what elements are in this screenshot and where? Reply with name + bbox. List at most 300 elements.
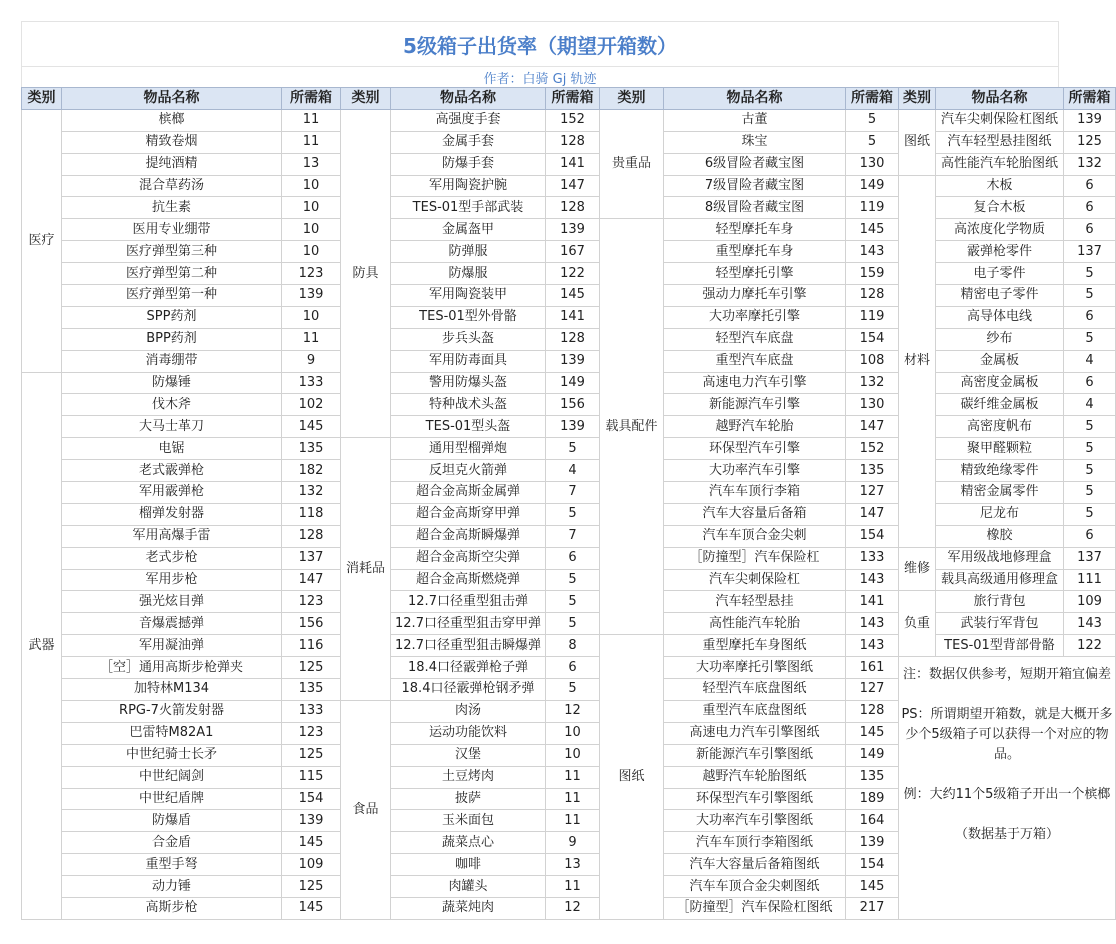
item-name-cell: 防爆服	[391, 263, 546, 285]
category-cell: 医疗	[22, 109, 62, 372]
boxes-required-cell: 5	[846, 131, 899, 153]
boxes-required-cell: 133	[282, 700, 341, 722]
item-name-cell: 高密度金属板	[936, 372, 1064, 394]
boxes-required-cell: 143	[846, 241, 899, 263]
item-name-cell: 警用防爆头盔	[391, 372, 546, 394]
item-name-cell: 12.7口径重型狙击瞬爆弹	[391, 635, 546, 657]
item-name-cell: 特种战术头盔	[391, 394, 546, 416]
item-name-cell: 轻型汽车底盘	[664, 328, 846, 350]
item-name-cell: 加特林M134	[62, 679, 282, 701]
boxes-required-cell: 123	[282, 263, 341, 285]
item-name-cell: ［防撞型］汽车保险杠图纸	[664, 897, 846, 919]
item-name-cell: 超合金高斯燃烧弹	[391, 569, 546, 591]
item-name-cell: 军用防毒面具	[391, 350, 546, 372]
boxes-required-cell: 145	[846, 876, 899, 898]
item-name-cell: 古董	[664, 109, 846, 131]
boxes-required-cell: 5	[546, 613, 600, 635]
category-cell: 载具配件	[600, 219, 664, 635]
boxes-required-cell: 147	[846, 503, 899, 525]
boxes-required-cell: 5	[1064, 482, 1116, 504]
boxes-required-cell: 11	[546, 876, 600, 898]
boxes-required-cell: 130	[846, 153, 899, 175]
boxes-required-cell: 161	[846, 657, 899, 679]
item-name-cell: 8级冒险者藏宝图	[664, 197, 846, 219]
drop-rate-table	[21, 87, 1116, 920]
boxes-required-cell: 128	[546, 328, 600, 350]
boxes-required-cell: 137	[1064, 241, 1116, 263]
column-header: 物品名称	[936, 88, 1064, 110]
table-row	[22, 109, 1116, 131]
boxes-required-cell: 123	[282, 591, 341, 613]
item-name-cell: 高导体电线	[936, 306, 1064, 328]
category-cell: 图纸	[600, 635, 664, 920]
boxes-required-cell: 128	[846, 700, 899, 722]
category-cell: 维修	[899, 547, 936, 591]
boxes-required-cell: 139	[846, 832, 899, 854]
item-name-cell: RPG-7火箭发射器	[62, 700, 282, 722]
item-name-cell: 医疗弹型第三种	[62, 241, 282, 263]
item-name-cell: 防爆锤	[62, 372, 282, 394]
boxes-required-cell: 6	[1064, 306, 1116, 328]
item-name-cell: 运动功能饮料	[391, 722, 546, 744]
category-cell: 防具	[341, 109, 391, 437]
item-name-cell: 重型手弩	[62, 854, 282, 876]
table-row	[22, 547, 1116, 569]
boxes-required-cell: 141	[546, 153, 600, 175]
boxes-required-cell: 118	[282, 503, 341, 525]
boxes-required-cell: 154	[846, 854, 899, 876]
item-name-cell: ［空］通用高斯步枪弹夹	[62, 657, 282, 679]
boxes-required-cell: 145	[546, 285, 600, 307]
item-name-cell: 伐木斧	[62, 394, 282, 416]
item-name-cell: 环保型汽车引擎图纸	[664, 788, 846, 810]
boxes-required-cell: 11	[282, 131, 341, 153]
boxes-required-cell: 6	[1064, 372, 1116, 394]
boxes-required-cell: 11	[282, 109, 341, 131]
table-row	[22, 525, 1116, 547]
boxes-required-cell: 11	[546, 788, 600, 810]
boxes-required-cell: 10	[546, 722, 600, 744]
boxes-required-cell: 122	[1064, 635, 1116, 657]
item-name-cell: 高速电力汽车引擎图纸	[664, 722, 846, 744]
item-name-cell: 轻型摩托引擎	[664, 263, 846, 285]
item-name-cell: 超合金高斯金属弹	[391, 482, 546, 504]
table-row	[22, 635, 1116, 657]
item-name-cell: 防弹服	[391, 241, 546, 263]
boxes-required-cell: 217	[846, 897, 899, 919]
column-header: 所需箱	[546, 88, 600, 110]
item-name-cell: 军用霰弹枪	[62, 482, 282, 504]
item-name-cell: 重型摩托车身图纸	[664, 635, 846, 657]
boxes-required-cell: 125	[1064, 131, 1116, 153]
column-header: 所需箱	[846, 88, 899, 110]
item-name-cell: 高速电力汽车引擎	[664, 372, 846, 394]
item-name-cell: 旅行背包	[936, 591, 1064, 613]
item-name-cell: 18.4口径霰弹枪钢矛弹	[391, 679, 546, 701]
item-name-cell: 强光炫目弹	[62, 591, 282, 613]
boxes-required-cell: 149	[546, 372, 600, 394]
table-row	[22, 657, 1116, 679]
boxes-required-cell: 4	[1064, 394, 1116, 416]
boxes-required-cell: 154	[846, 525, 899, 547]
column-header: 物品名称	[62, 88, 282, 110]
item-name-cell: 18.4口径霰弹枪子弹	[391, 657, 546, 679]
boxes-required-cell: 123	[282, 722, 341, 744]
boxes-required-cell: 5	[1064, 438, 1116, 460]
boxes-required-cell: 143	[846, 569, 899, 591]
boxes-required-cell: 5	[1064, 328, 1116, 350]
note-text: 注：数据仅供参考，短期开箱宜偏差	[902, 667, 1111, 683]
item-name-cell: 高性能汽车轮胎	[664, 613, 846, 635]
item-name-cell: 消毒绷带	[62, 350, 282, 372]
boxes-required-cell: 6	[546, 547, 600, 569]
category-cell: 食品	[341, 700, 391, 919]
boxes-required-cell: 182	[282, 460, 341, 482]
page-title: 5级箱子出货率（期望开箱数）	[21, 21, 1059, 66]
item-name-cell: 中世纪盾牌	[62, 788, 282, 810]
item-name-cell: 精密金属零件	[936, 482, 1064, 504]
boxes-required-cell: 5	[1064, 460, 1116, 482]
item-name-cell: 重型汽车底盘	[664, 350, 846, 372]
table-row	[22, 219, 1116, 241]
boxes-required-cell: 5	[1064, 503, 1116, 525]
boxes-required-cell: 109	[1064, 591, 1116, 613]
boxes-required-cell: 6	[1064, 525, 1116, 547]
item-name-cell: 7级冒险者藏宝图	[664, 175, 846, 197]
item-name-cell: 汉堡	[391, 744, 546, 766]
boxes-required-cell: 143	[1064, 613, 1116, 635]
column-header: 类别	[341, 88, 391, 110]
boxes-required-cell: 132	[1064, 153, 1116, 175]
item-name-cell: 超合金高斯瞬爆弹	[391, 525, 546, 547]
table-row	[22, 503, 1116, 525]
column-header: 物品名称	[391, 88, 546, 110]
item-name-cell: 蔬菜点心	[391, 832, 546, 854]
boxes-required-cell: 127	[846, 679, 899, 701]
item-name-cell: 汽车车顶行李箱图纸	[664, 832, 846, 854]
boxes-required-cell: 145	[282, 897, 341, 919]
boxes-required-cell: 125	[282, 744, 341, 766]
item-name-cell: 尼龙布	[936, 503, 1064, 525]
boxes-required-cell: 132	[282, 482, 341, 504]
item-name-cell: 轻型摩托车身	[664, 219, 846, 241]
boxes-required-cell: 5	[546, 438, 600, 460]
item-name-cell: 环保型汽车引擎	[664, 438, 846, 460]
item-name-cell: 巴雷特M82A1	[62, 722, 282, 744]
item-name-cell: 木板	[936, 175, 1064, 197]
boxes-required-cell: 9	[546, 832, 600, 854]
item-name-cell: TES-01型手部武装	[391, 197, 546, 219]
boxes-required-cell: 143	[846, 613, 899, 635]
table-row	[22, 460, 1116, 482]
item-name-cell: 12.7口径重型狙击穿甲弹	[391, 613, 546, 635]
table-row	[22, 350, 1116, 372]
category-cell: 材料	[899, 175, 936, 547]
boxes-required-cell: 135	[282, 438, 341, 460]
column-header: 所需箱	[282, 88, 341, 110]
boxes-required-cell: 115	[282, 766, 341, 788]
author-line: 作者：白骑 Gj 轨迹	[21, 66, 1059, 88]
table-row	[22, 263, 1116, 285]
boxes-required-cell: 10	[282, 306, 341, 328]
boxes-required-cell: 11	[546, 810, 600, 832]
boxes-required-cell: 5	[1064, 416, 1116, 438]
item-name-cell: 碳纤维金属板	[936, 394, 1064, 416]
item-name-cell: 汽车车顶合金尖刺图纸	[664, 876, 846, 898]
boxes-required-cell: 6	[546, 657, 600, 679]
item-name-cell: 反坦克火箭弹	[391, 460, 546, 482]
boxes-required-cell: 5	[846, 109, 899, 131]
item-name-cell: 中世纪骑士长矛	[62, 744, 282, 766]
boxes-required-cell: 156	[546, 394, 600, 416]
item-name-cell: 榴弹发射器	[62, 503, 282, 525]
boxes-required-cell: 147	[846, 416, 899, 438]
boxes-required-cell: 164	[846, 810, 899, 832]
boxes-required-cell: 145	[846, 219, 899, 241]
boxes-required-cell: 154	[282, 788, 341, 810]
boxes-required-cell: 10	[282, 175, 341, 197]
item-name-cell: 老式步枪	[62, 547, 282, 569]
item-name-cell: 汽车大容量后备箱	[664, 503, 846, 525]
item-name-cell: 武装行军背包	[936, 613, 1064, 635]
table-row	[22, 131, 1116, 153]
boxes-required-cell: 10	[282, 241, 341, 263]
boxes-required-cell: 128	[546, 131, 600, 153]
item-name-cell: 精密电子零件	[936, 285, 1064, 307]
item-name-cell: 汽车车顶行李箱	[664, 482, 846, 504]
item-name-cell: 大功率摩托引擎	[664, 306, 846, 328]
item-name-cell: 越野汽车轮胎图纸	[664, 766, 846, 788]
item-name-cell: 通用型榴弹炮	[391, 438, 546, 460]
column-header: 类别	[899, 88, 936, 110]
boxes-required-cell: 10	[282, 197, 341, 219]
boxes-required-cell: 141	[546, 306, 600, 328]
item-name-cell: 医疗弹型第二种	[62, 263, 282, 285]
item-name-cell: 土豆烤肉	[391, 766, 546, 788]
item-name-cell: 防爆手套	[391, 153, 546, 175]
boxes-required-cell: 139	[546, 416, 600, 438]
boxes-required-cell: 10	[546, 744, 600, 766]
item-name-cell: BPP药剂	[62, 328, 282, 350]
item-name-cell: 肉罐头	[391, 876, 546, 898]
category-cell: 图纸	[899, 109, 936, 175]
boxes-required-cell: 108	[846, 350, 899, 372]
item-name-cell: TES-01型头盔	[391, 416, 546, 438]
boxes-required-cell: 10	[282, 219, 341, 241]
boxes-required-cell: 133	[282, 372, 341, 394]
boxes-required-cell: 122	[546, 263, 600, 285]
item-name-cell: 超合金高斯空尖弹	[391, 547, 546, 569]
item-name-cell: 医用专业绷带	[62, 219, 282, 241]
table-row	[22, 306, 1116, 328]
column-header: 物品名称	[664, 88, 846, 110]
item-name-cell: 抗生素	[62, 197, 282, 219]
boxes-required-cell: 119	[846, 306, 899, 328]
boxes-required-cell: 11	[282, 328, 341, 350]
table-row	[22, 241, 1116, 263]
item-name-cell: 大功率摩托引擎图纸	[664, 657, 846, 679]
item-name-cell: 军用陶瓷护腕	[391, 175, 546, 197]
boxes-required-cell: 147	[546, 175, 600, 197]
header-row	[22, 88, 1116, 110]
item-name-cell: 金属手套	[391, 131, 546, 153]
boxes-required-cell: 189	[846, 788, 899, 810]
item-name-cell: 6级冒险者藏宝图	[664, 153, 846, 175]
item-name-cell: 超合金高斯穿甲弹	[391, 503, 546, 525]
boxes-required-cell: 13	[546, 854, 600, 876]
item-name-cell: 动力锤	[62, 876, 282, 898]
item-name-cell: 重型摩托车身	[664, 241, 846, 263]
item-name-cell: 玉米面包	[391, 810, 546, 832]
item-name-cell: 金属板	[936, 350, 1064, 372]
boxes-required-cell: 143	[846, 635, 899, 657]
boxes-required-cell: 128	[846, 285, 899, 307]
item-name-cell: 汽车轻型悬挂	[664, 591, 846, 613]
item-name-cell: 汽车轻型悬挂图纸	[936, 131, 1064, 153]
table-row	[22, 591, 1116, 613]
item-name-cell: 珠宝	[664, 131, 846, 153]
boxes-required-cell: 139	[546, 350, 600, 372]
item-name-cell: 步兵头盔	[391, 328, 546, 350]
boxes-required-cell: 125	[282, 876, 341, 898]
item-name-cell: 电子零件	[936, 263, 1064, 285]
table-row	[22, 175, 1116, 197]
item-name-cell: 重型汽车底盘图纸	[664, 700, 846, 722]
item-name-cell: 军用高爆手雷	[62, 525, 282, 547]
boxes-required-cell: 5	[1064, 263, 1116, 285]
item-name-cell: 汽车尖刺保险杠	[664, 569, 846, 591]
boxes-required-cell: 111	[1064, 569, 1116, 591]
boxes-required-cell: 128	[282, 525, 341, 547]
boxes-required-cell: 167	[546, 241, 600, 263]
boxes-required-cell: 132	[846, 372, 899, 394]
boxes-required-cell: 5	[1064, 285, 1116, 307]
category-cell: 消耗品	[341, 438, 391, 701]
item-name-cell: 越野汽车轮胎	[664, 416, 846, 438]
item-name-cell: 大功率汽车引擎	[664, 460, 846, 482]
item-name-cell: 精致绝缘零件	[936, 460, 1064, 482]
item-name-cell: 军用陶瓷装甲	[391, 285, 546, 307]
item-name-cell: 高斯步枪	[62, 897, 282, 919]
item-name-cell: 轻型汽车底盘图纸	[664, 679, 846, 701]
boxes-required-cell: 5	[546, 503, 600, 525]
column-header: 所需箱	[1064, 88, 1116, 110]
item-name-cell: 高强度手套	[391, 109, 546, 131]
item-name-cell: 咖啡	[391, 854, 546, 876]
note-text: 例：大约11个5级箱子开出一个槟榔	[903, 787, 1111, 803]
category-cell: 负重	[899, 591, 936, 657]
item-name-cell: 槟榔	[62, 109, 282, 131]
boxes-required-cell: 5	[546, 679, 600, 701]
boxes-required-cell: 6	[1064, 219, 1116, 241]
table-row	[22, 416, 1116, 438]
item-name-cell: 新能源汽车引擎	[664, 394, 846, 416]
item-name-cell: 军用步枪	[62, 569, 282, 591]
table-row	[22, 438, 1116, 460]
boxes-required-cell: 12	[546, 700, 600, 722]
table-row	[22, 372, 1116, 394]
boxes-required-cell: 135	[846, 460, 899, 482]
table-row	[22, 197, 1116, 219]
item-name-cell: 霰弹枪零件	[936, 241, 1064, 263]
item-name-cell: 大功率汽车引擎图纸	[664, 810, 846, 832]
boxes-required-cell: 128	[546, 197, 600, 219]
item-name-cell: 精致卷烟	[62, 131, 282, 153]
item-name-cell: 汽车车顶合金尖刺	[664, 525, 846, 547]
boxes-required-cell: 6	[1064, 175, 1116, 197]
item-name-cell: 大马士革刀	[62, 416, 282, 438]
column-header: 类别	[600, 88, 664, 110]
boxes-required-cell: 116	[282, 635, 341, 657]
category-cell: 贵重品	[600, 109, 664, 218]
item-name-cell: TES-01型外骨骼	[391, 306, 546, 328]
category-cell: 武器	[22, 372, 62, 919]
boxes-required-cell: 135	[846, 766, 899, 788]
item-name-cell: 中世纪阔剑	[62, 766, 282, 788]
item-name-cell: 混合草药汤	[62, 175, 282, 197]
boxes-required-cell: 11	[546, 766, 600, 788]
boxes-required-cell: 145	[282, 416, 341, 438]
boxes-required-cell: 133	[846, 547, 899, 569]
sheet	[21, 21, 1113, 923]
note-text: PS：所谓期望开箱数，就是大概开多少个5级箱子可以获得一个对应的物品。	[901, 707, 1113, 763]
item-name-cell: 音爆震撼弹	[62, 613, 282, 635]
item-name-cell: ［防撞型］汽车保险杠	[664, 547, 846, 569]
boxes-required-cell: 6	[1064, 197, 1116, 219]
item-name-cell: 医疗弹型第一种	[62, 285, 282, 307]
boxes-required-cell: 139	[546, 219, 600, 241]
item-name-cell: 老式霰弹枪	[62, 460, 282, 482]
item-name-cell: SPP药剂	[62, 306, 282, 328]
boxes-required-cell: 137	[282, 547, 341, 569]
item-name-cell: 汽车尖刺保险杠图纸	[936, 109, 1064, 131]
item-name-cell: 防爆盾	[62, 810, 282, 832]
boxes-required-cell: 7	[546, 482, 600, 504]
notes-panel	[899, 657, 1116, 920]
boxes-required-cell: 8	[546, 635, 600, 657]
item-name-cell: 12.7口径重型狙击弹	[391, 591, 546, 613]
boxes-required-cell: 102	[282, 394, 341, 416]
boxes-required-cell: 125	[282, 657, 341, 679]
boxes-required-cell: 109	[282, 854, 341, 876]
boxes-required-cell: 127	[846, 482, 899, 504]
boxes-required-cell: 152	[546, 109, 600, 131]
table-row	[22, 613, 1116, 635]
boxes-required-cell: 137	[1064, 547, 1116, 569]
boxes-required-cell: 149	[846, 744, 899, 766]
boxes-required-cell: 139	[282, 810, 341, 832]
boxes-required-cell: 145	[846, 722, 899, 744]
item-name-cell: 军用级战地修理盒	[936, 547, 1064, 569]
table-row	[22, 328, 1116, 350]
item-name-cell: 纱布	[936, 328, 1064, 350]
item-name-cell: 新能源汽车引擎图纸	[664, 744, 846, 766]
boxes-required-cell: 135	[282, 679, 341, 701]
item-name-cell: 高浓度化学物质	[936, 219, 1064, 241]
item-name-cell: 军用凝油弹	[62, 635, 282, 657]
table-row	[22, 394, 1116, 416]
item-name-cell: 合金盾	[62, 832, 282, 854]
boxes-required-cell: 152	[846, 438, 899, 460]
boxes-required-cell: 154	[846, 328, 899, 350]
column-header: 类别	[22, 88, 62, 110]
boxes-required-cell: 4	[546, 460, 600, 482]
boxes-required-cell: 5	[546, 569, 600, 591]
table-row	[22, 569, 1116, 591]
boxes-required-cell: 119	[846, 197, 899, 219]
table-row	[22, 285, 1116, 307]
item-name-cell: 电锯	[62, 438, 282, 460]
